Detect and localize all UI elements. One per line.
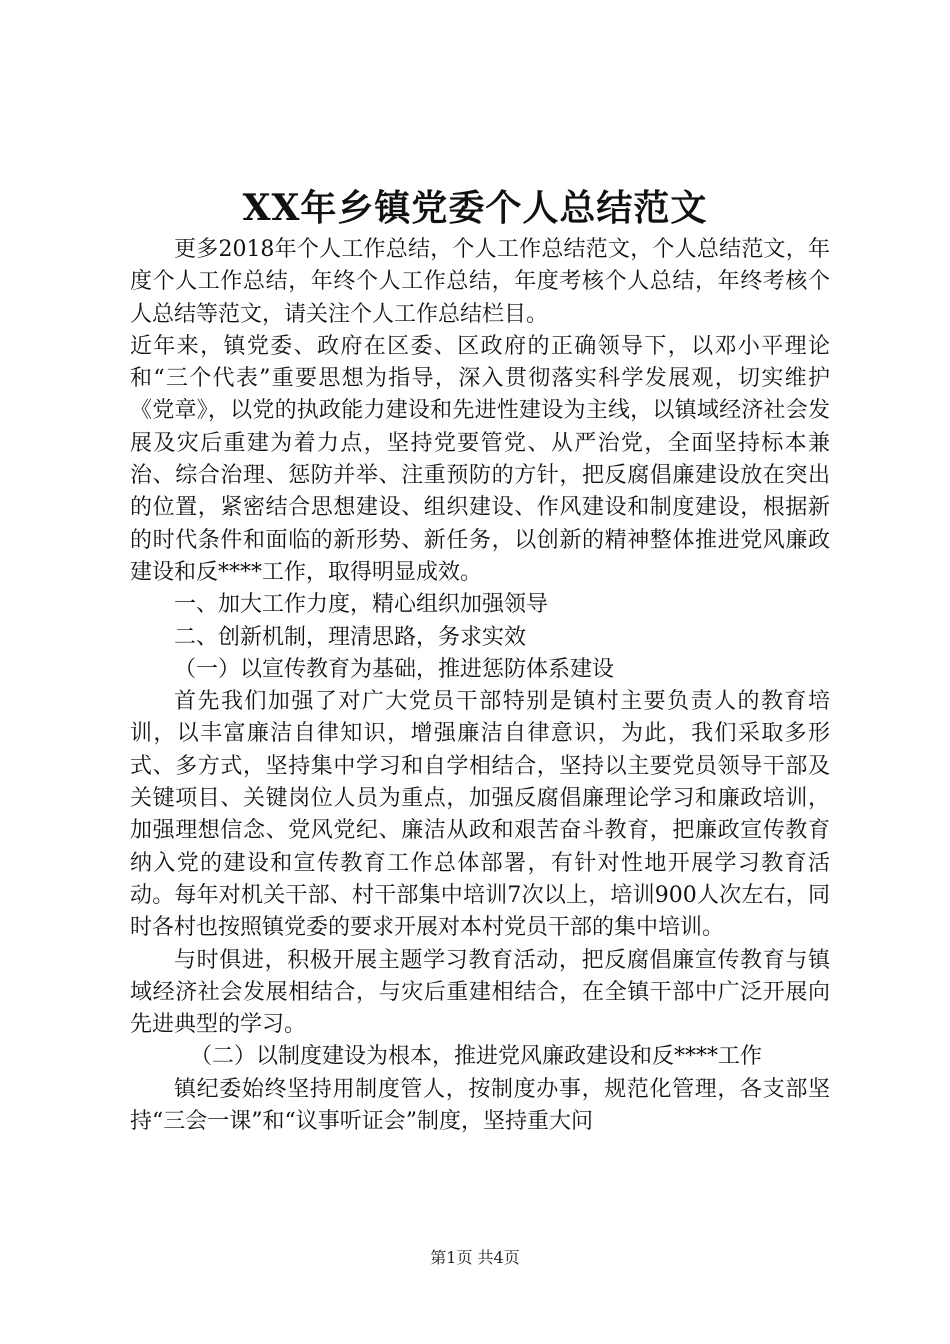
- subheading-1: （一）以宣传教育为基础，推进惩防体系建设: [174, 656, 615, 682]
- page-footer: [0, 1248, 950, 1268]
- subheading-2: （二）以制度建设为根本，推进党风廉政建设和反****工作: [190, 1044, 763, 1070]
- heading-section-2: 二、创新机制，理清思路，务求实效: [174, 624, 527, 650]
- paragraph-intro: 更多2018年个人工作总结，个人工作总结范文，个人总结范文，年度个人工作总结，年终个人工作总结，年度考核个人总结，年终考核个人总结等范文，请关注个人工作总结栏目。: [130, 237, 830, 327]
- document-title: XX年乡镇党委个人总结范文: [242, 187, 708, 229]
- total-pages: 共4页: [477, 1248, 520, 1267]
- paragraph-institutions: 镇纪委始终坚持用制度管人，按制度办事，规范化管理，各支部坚持“三会一课”和“议事听证会”制度，坚持重大问: [130, 1076, 830, 1135]
- document-body: [130, 234, 830, 1138]
- page-number: 第1页: [430, 1248, 473, 1267]
- paragraph-theme-study: 与时俱进，积极开展主题学习教育活动，把反腐倡廉宣传教育与镇域经济社会发展相结合，与灾后重建相结合，在全镇干部中广泛开展向先进典型的学习。: [130, 947, 830, 1038]
- paragraph-overview: 近年来，镇党委、政府在区委、区政府的正确领导下，以邓小平理论和“三个代表”重要思想为指导，深入贯彻落实科学发展观，切实维护《党章》，以党的执政能力建设和先进性建设为主线，以镇域经济社会发展及灾后重建为着力点，坚持党要管党、从严治党，全面坚持标本兼治、综合治理、惩防并举、注重预防的方针，把反腐倡廉建设放在突出的位置，紧密结合思想建设、组织建设、作风建设和制度建设，根据新的时代条件和面临的新形势、新任务，以创新的精神整体推进党风廉政建设和反****工作，取得明显成效。: [130, 333, 830, 585]
- paragraph-training: 首先我们加强了对广大党员干部特别是镇村主要负责人的教育培训，以丰富廉洁自律知识，增强廉洁自律意识，为此，我们采取多形式、多方式，坚持集中学习和自学相结合，坚持以主要党员领导干部及关键项目、关键岗位人员为重点，加强反腐倡廉理论学习和廉政培训，加强理想信念、党风党纪、廉洁从政和艰苦奋斗教育，把廉政宣传教育纳入党的建设和宣传教育工作总体部署，有针对性地开展学习教育活动。每年对机关干部、村干部集中培训7次以上，培训900人次左右，同时各村也按照镇党委的要求开展对本村党员干部的集中培训。: [130, 689, 830, 941]
- heading-section-1: 一、加大工作力度，精心组织加强领导: [174, 592, 549, 618]
